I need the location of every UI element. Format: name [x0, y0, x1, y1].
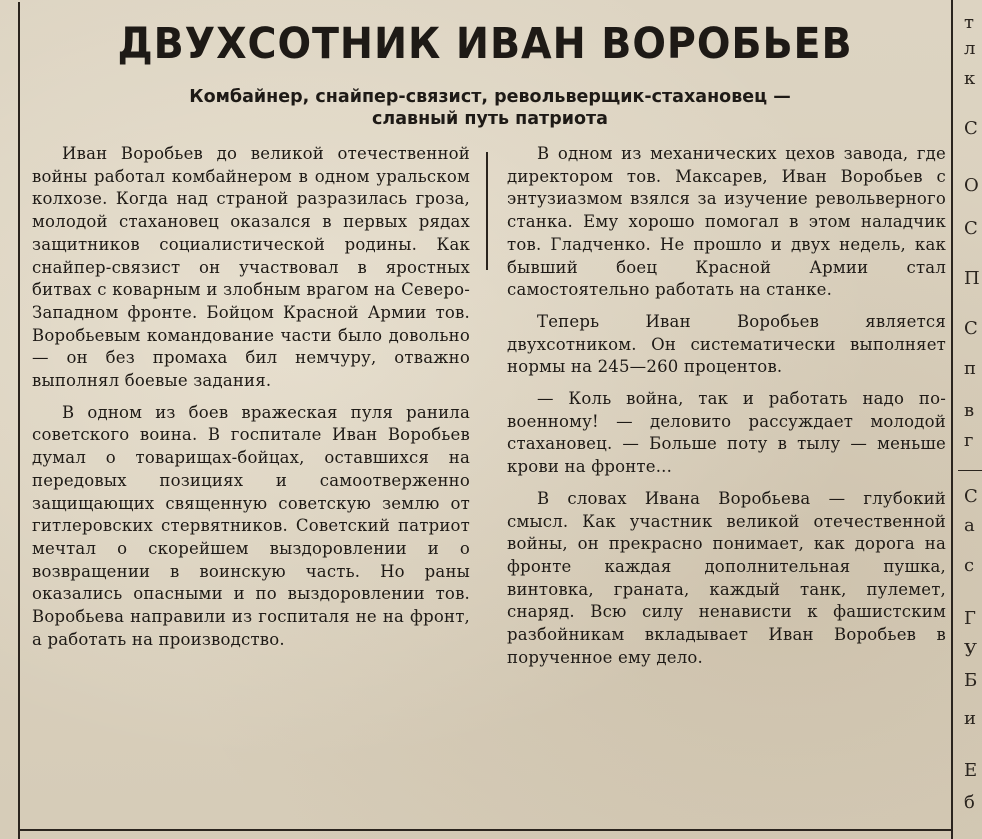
margin-letter: О — [964, 175, 979, 196]
margin-letter: С — [964, 486, 978, 507]
margin-letter: С — [964, 118, 978, 139]
left-border-rule — [18, 2, 20, 839]
subtitle-line-1: Комбайнер, снайпер-связист, револьверщик-стахановец — — [189, 87, 791, 107]
margin-letter: Г — [964, 608, 976, 629]
margin-letter: У — [964, 640, 978, 661]
margin-letter: к — [964, 68, 976, 89]
right-column — [507, 143, 946, 669]
margin-letter: Б — [964, 670, 978, 691]
left-column — [32, 143, 470, 651]
right-paragraph-1: В одном из механических цехов завода, где директором тов. Максарев, Иван Воробьев с энтузиазмом взялся за изучение револьверного станка. Ему хорошо помогал в этом наладчик тов. Гладченко. Не прошло и двух недель, как бывший боец Красной Армии стал самостоятельно работать на станке. — [507, 144, 946, 300]
margin-letter: а — [964, 515, 975, 536]
right-paragraph-3: — Коль война, так и работать надо по-военному! — деловито рассуждает молодой стахановец. — Больше поту в тылу — меньше крови на фронте... — [507, 389, 946, 477]
margin-letter: л — [964, 38, 976, 59]
adjacent-article-fragment — [956, 0, 982, 839]
margin-letter: С — [964, 218, 978, 239]
margin-letter: б — [964, 792, 975, 813]
margin-letter: П — [964, 268, 980, 289]
margin-letter: с — [964, 555, 975, 576]
left-paragraph-1: Иван Воробьев до великой отечественной войны работал комбайнером в одном уральском колхозе. Когда над страной разразилась гроза, молодой стахановец оказался в первых рядах защитников социалистической родины. Как снайпер-связист он участвовал в яростных битвах с коварным и злобным врагом на Северо-Западном фронте. Бойцом Красной Армии тов. Воробьевым командование части было довольно — он без промаха бил немчуру, отважно выполнял боевые задания. — [32, 144, 470, 391]
margin-letter: в — [964, 400, 975, 421]
margin-letter: п — [964, 358, 976, 379]
margin-letter: Е — [964, 760, 978, 781]
right-paragraph-4: В словах Ивана Воробьева — глубокий смысл. Как участник великой отечественной войны, он прекрасно понимает, как дорога на фронте каждая дополнительная пушка, винтовка, граната, каждый танк, пулемет, снаряд. Всю силу ненависти к фашистским разбойникам вкладывает Иван Воробьев в порученное ему дело. — [507, 488, 946, 667]
subtitle-line-2: славный путь патриота — [372, 109, 608, 129]
right-paragraph-2: Теперь Иван Воробьев является двухсотником. Он систематически выполняет нормы на 245—260 процентов. — [507, 311, 946, 377]
margin-letter: г — [964, 430, 974, 451]
margin-letter: и — [964, 708, 976, 729]
margin-letter: С — [964, 318, 978, 339]
margin-letter: т — [964, 12, 974, 33]
article-subtitle — [90, 86, 890, 130]
margin-rule — [958, 470, 982, 471]
column-divider — [486, 152, 488, 270]
bottom-border-rule — [18, 829, 953, 831]
right-border-rule — [951, 0, 953, 839]
left-paragraph-2: В одном из боев вражеская пуля ранила советского воина. В госпитале Иван Воробьев думал о товарищах-бойцах, оставшихся на передовых позициях и самоотверженно защищающих священную советскую землю от гитлеровских стервятников. Советский патриот мечтал о скорейшем выздоровлении и о возвращении в воинскую часть. Но раны оказались опасными и по выздоровлении тов. Воробьева направили из госпиталя не на фронт, а работать на производство. — [32, 402, 470, 649]
article-headline: ДВУХСОТНИК ИВАН ВОРОБЬЕВ — [117, 19, 853, 69]
